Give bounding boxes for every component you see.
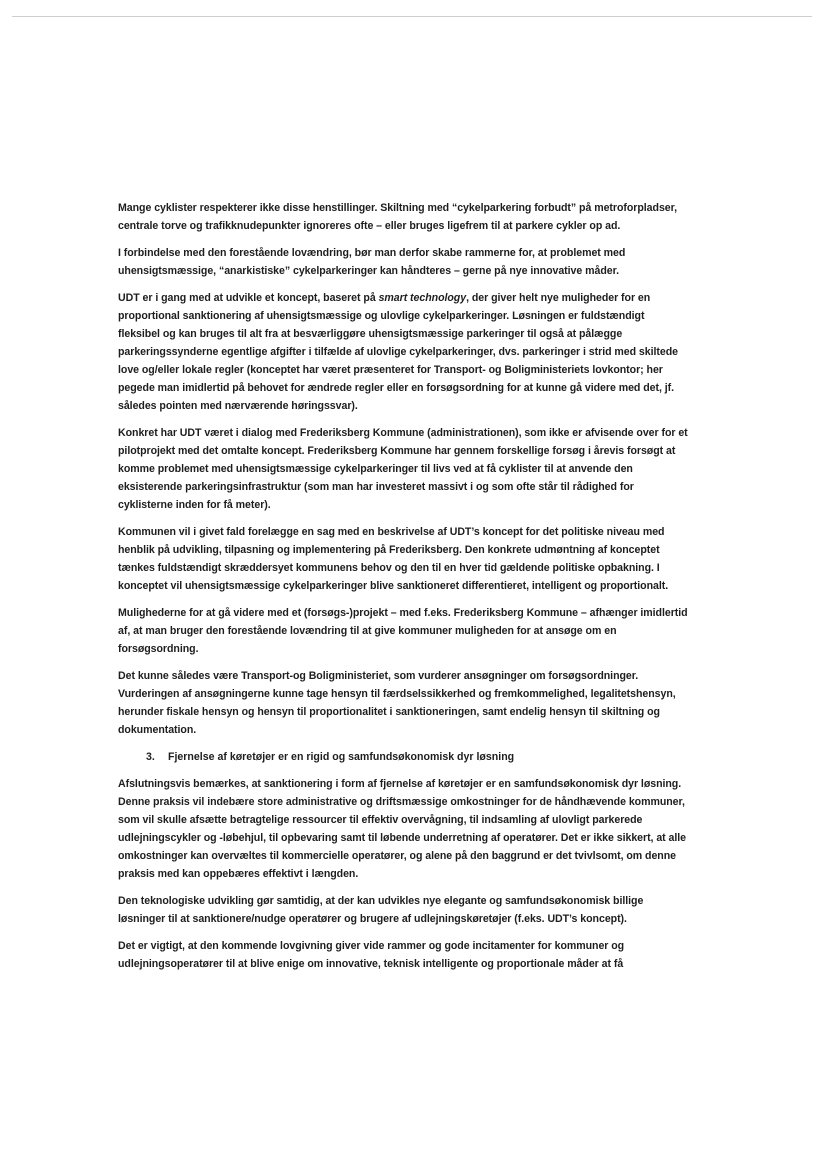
section-title: Fjernelse af køretøjer er en rigid og samfundsøkonomisk dyr løsning (168, 751, 515, 763)
paragraph-3-part-1: UDT er i gang med at udvikle et koncept, baseret på (118, 292, 379, 304)
paragraph-4: Konkret har UDT været i dialog med Frederiksberg Kommune (administrationen), som ikke er afvisende over for et pilotprojekt med det omtalte koncept. Frederiksberg Kommune har gennem forskellige forsøg i årevis forsøgt at komme problemet med uhensigtsmæssige cykelparkeringer til livs ved at få cyklister til at anvende den eksisterende parkeringsinfrastruktur (som man har investeret massivt i og som ofte står til rådighed for cyklisterne inden for få meter). (118, 427, 688, 511)
document-body (118, 199, 688, 982)
paragraph-3-part-2: , der giver helt nye muligheder for en proportional sanktionering af uhensigtsmæssige og ulovlige cykelparkeringer. Løsningen er fuldstændigt fleksibel og kan bruges til alt fra at besværliggøre uhensigtsmæssige parkeringer til også at pålægge parkeringssynderne egentlige afgifter i tilfælde af ulovlige cykelparkeringer, dvs. parkeringer i strid med skiltede love og/eller lokale regler (konceptet har været præsenteret for Transport- og Boligministeriets lovkontor; her pegede man imidlertid på behovet for ændrede regler eller en forsøgsordning for at kunne gå videre med det, jf. således pointen med nærværende høringssvar). (118, 292, 678, 412)
paragraph-1: Mange cyklister respekterer ikke disse henstillinger. Skiltning med “cykelparkering forbudt” på metroforpladser, centrale torve og trafikknudepunkter ignoreres ofte – eller bruges ligefrem til at parkere cykler op ad. (118, 202, 678, 232)
top-divider (12, 16, 812, 17)
paragraph-2: I forbindelse med den forestående lovændring, bør man derfor skabe rammerne for, at problemet med uhensigtsmæssige, “anarkistiske” cykelparkeringer kan håndteres – gerne på nye innovative måder. (118, 247, 626, 277)
paragraph-10: Det er vigtigt, at den kommende lovgivning giver vide rammer og gode incitamenter for kommuner og udlejningsoperatører til at blive enige om innovative, teknisk intelligente og proportionale måder at få (118, 940, 625, 970)
paragraph-7: Det kunne således være Transport-og Boligministeriet, som vurderer ansøgninger om forsøgsordninger. Vurderingen af ansøgningerne kunne tage hensyn til færdselssikkerhed og fremkommelighed, legalitetshensyn, herunder fiskale hensyn og hensyn til proportionalitet i sanktioneringen, samt endelig hensyn til skiltning og dokumentation. (118, 670, 676, 736)
paragraph-6: Mulighederne for at gå videre med et (forsøgs-)projekt – med f.eks. Frederiksberg Kommune – afhænger imidlertid af, at man bruger den forestående lovændring til at give kommuner muligheden for at ansøge om en forsøgsordning. (118, 607, 688, 655)
paragraph-5: Kommunen vil i givet fald forelægge en sag med en beskrivelse af UDT’s koncept for det politiske niveau med henblik på udvikling, tilpasning og implementering på Frederiksberg. Den konkrete udmøntning af konceptet tænkes fuldstændigt skræddersyet kommunens behov og den til en hver tid gældende politiske opbakning. I konceptet vil uhensigtsmæssige cykelparkeringer blive sanktioneret differentieret, intelligent og proportionalt. (118, 526, 669, 592)
paragraph-8: Afslutningsvis bemærkes, at sanktionering i form af fjernelse af køretøjer er en samfundsøkonomisk dyr løsning. Denne praksis vil indebære store administrative og driftsmæssige omkostninger for de håndhævende kommuner, som vil skulle afsætte betragtelige ressourcer til effektiv overvågning, til indsamling af ulovligt parkerede udlejningscykler og -løbehjul, til opbevaring samt til løbende underretning af operatører. Det er ikke sikkert, at alle omkostninger kan overvæltes til kommercielle operatører, og alene på den baggrund er det tvivlsomt, om denne praksis med kan oppebæres effektivt i længden. (118, 778, 687, 880)
paragraph-3 (118, 289, 688, 415)
section-heading (118, 748, 688, 766)
section-number: 3. (146, 751, 155, 763)
paragraph-3-emphasis: smart technology (378, 292, 467, 304)
paragraph-9: Den teknologiske udvikling gør samtidig, at der kan udvikles nye elegante og samfundsøkonomisk billige løsninger til at sanktionere/nudge operatører og brugere af udlejningskøretøjer (f.eks. UDT’s koncept). (118, 895, 644, 925)
